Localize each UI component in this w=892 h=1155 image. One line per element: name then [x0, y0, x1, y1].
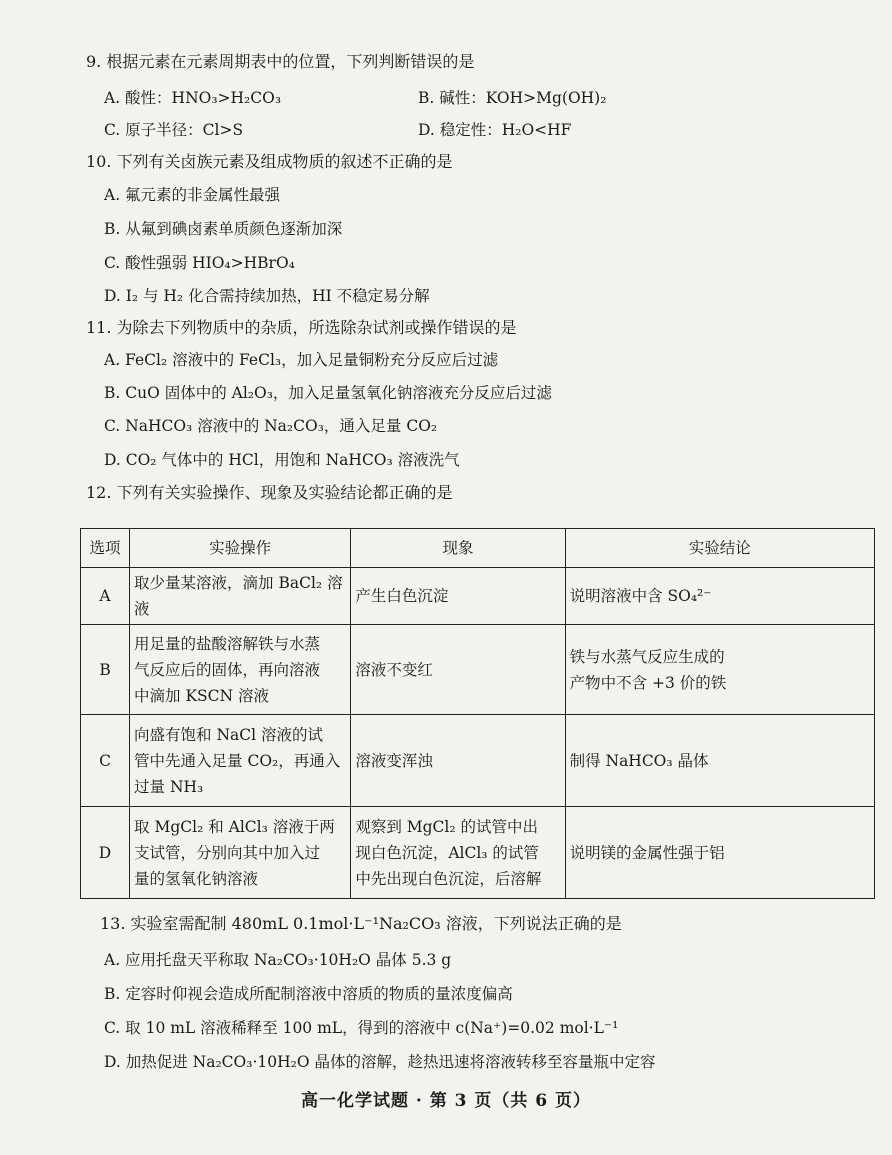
cell-line: 过量 NH₃	[134, 777, 204, 796]
row-option: A	[81, 568, 130, 625]
cell-line: 用足量的盐酸溶解铁与水蒸	[134, 634, 321, 653]
q11-option-a: A. FeCl₂ 溶液中的 FeCl₃，加入足量铜粉充分反应后过滤	[104, 351, 499, 369]
question-13-stem: 13. 实验室需配制 480mL 0.1mol·L⁻¹Na₂CO₃ 溶液，下列说法正确的是	[100, 914, 622, 933]
cell-line: 取少量某溶液，滴加 BaCl₂ 溶液	[134, 574, 343, 618]
q13-option-a: A. 应用托盘天平称取 Na₂CO₃·10H₂O 晶体 5.3 g	[104, 951, 452, 969]
q9-option-b: B. 碱性：KOH>Mg(OH)₂	[418, 89, 607, 107]
cell-line: 管中先通入足量 CO₂，再通入	[134, 751, 341, 770]
question-12-stem: 12. 下列有关实验操作、现象及实验结论都正确的是	[86, 483, 453, 502]
experiment-table	[80, 528, 875, 899]
cell-line: 取 MgCl₂ 和 AlCl₃ 溶液于两	[134, 817, 335, 836]
row-operation	[130, 715, 351, 807]
question-10-stem: 10. 下列有关卤族元素及组成物质的叙述不正确的是	[86, 152, 453, 171]
cell-line: 制得 NaHCO₃ 晶体	[569, 751, 709, 770]
q13-option-d: D. 加热促进 Na₂CO₃·10H₂O 晶体的溶解，趁热迅速将溶液转移至容量瓶中定容	[104, 1053, 656, 1071]
q10-option-a: A. 氟元素的非金属性最强	[104, 186, 281, 204]
row-phenomenon	[351, 625, 565, 715]
row-conclusion	[565, 568, 874, 625]
q11-option-d: D. CO₂ 气体中的 HCl，用饱和 NaHCO₃ 溶液洗气	[104, 451, 460, 469]
row-option: C	[81, 715, 130, 807]
row-option: D	[81, 807, 130, 899]
row-phenomenon	[351, 715, 565, 807]
cell-line: 说明镁的金属性强于铝	[569, 843, 725, 862]
table-row	[81, 568, 875, 625]
row-phenomenon	[351, 568, 565, 625]
question-9-stem: 9. 根据元素在元素周期表中的位置，下列判断错误的是	[86, 52, 475, 71]
row-conclusion	[565, 807, 874, 899]
cell-line: 观察到 MgCl₂ 的试管中出	[355, 817, 538, 836]
row-phenomenon	[351, 807, 565, 899]
q9-option-c: C. 原子半径：Cl>S	[104, 121, 244, 139]
q9-option-a: A. 酸性：HNO₃>H₂CO₃	[104, 89, 282, 107]
cell-line: 产物中不含 +3 价的铁	[569, 673, 727, 692]
q10-option-d: D. I₂ 与 H₂ 化合需持续加热，HI 不稳定易分解	[104, 287, 430, 305]
table-header-row	[81, 529, 875, 568]
cell-line: 产生白色沉淀	[355, 587, 449, 605]
row-operation	[130, 568, 351, 625]
cell-line: 向盛有饱和 NaCl 溶液的试	[134, 725, 324, 744]
q11-option-b: B. CuO 固体中的 Al₂O₃，加入足量氢氧化钠溶液充分反应后过滤	[104, 384, 552, 402]
page-footer: 高一化学试题 · 第 3 页（共 6 页）	[300, 1091, 592, 1111]
header-operation: 实验操作	[130, 529, 351, 568]
row-conclusion	[565, 715, 874, 807]
q11-option-c: C. NaHCO₃ 溶液中的 Na₂CO₃，通入足量 CO₂	[104, 417, 438, 435]
row-option: B	[81, 625, 130, 715]
row-conclusion	[565, 625, 874, 715]
cell-line: 说明溶液中含 SO₄²⁻	[569, 587, 712, 605]
row-operation	[130, 807, 351, 899]
cell-line: 量的氢氧化钠溶液	[134, 869, 259, 888]
cell-line: 溶液不变红	[355, 660, 433, 679]
q13-option-b: B. 定容时仰视会造成所配制溶液中溶质的物质的量浓度偏高	[104, 985, 513, 1003]
cell-line: 支试管，分别向其中加入过	[134, 843, 321, 862]
q10-option-b: B. 从氟到碘卤素单质颜色逐渐加深	[104, 220, 343, 238]
cell-line: 中先出现白色沉淀，后溶解	[355, 869, 542, 888]
table-row	[81, 807, 875, 899]
cell-line: 铁与水蒸气反应生成的	[569, 647, 725, 666]
header-conclusion: 实验结论	[565, 529, 874, 568]
table-row	[81, 715, 875, 807]
question-11-stem: 11. 为除去下列物质中的杂质，所选除杂试剂或操作错误的是	[86, 318, 517, 337]
table-row	[81, 625, 875, 715]
cell-line: 气反应后的固体，再向溶液	[134, 660, 321, 679]
q9-option-d: D. 稳定性：H₂O<HF	[418, 121, 572, 139]
cell-line: 现白色沉淀，AlCl₃ 的试管	[355, 843, 539, 862]
cell-line: 溶液变浑浊	[355, 751, 433, 770]
header-phenomenon: 现象	[351, 529, 565, 568]
q10-option-c: C. 酸性强弱 HIO₄>HBrO₄	[104, 254, 295, 272]
q13-option-c: C. 取 10 mL 溶液稀释至 100 mL，得到的溶液中 c(Na⁺)=0.02 mol·L⁻¹	[104, 1019, 619, 1037]
row-operation	[130, 625, 351, 715]
cell-line: 中滴加 KSCN 溶液	[134, 686, 270, 705]
header-option: 选项	[81, 529, 130, 568]
